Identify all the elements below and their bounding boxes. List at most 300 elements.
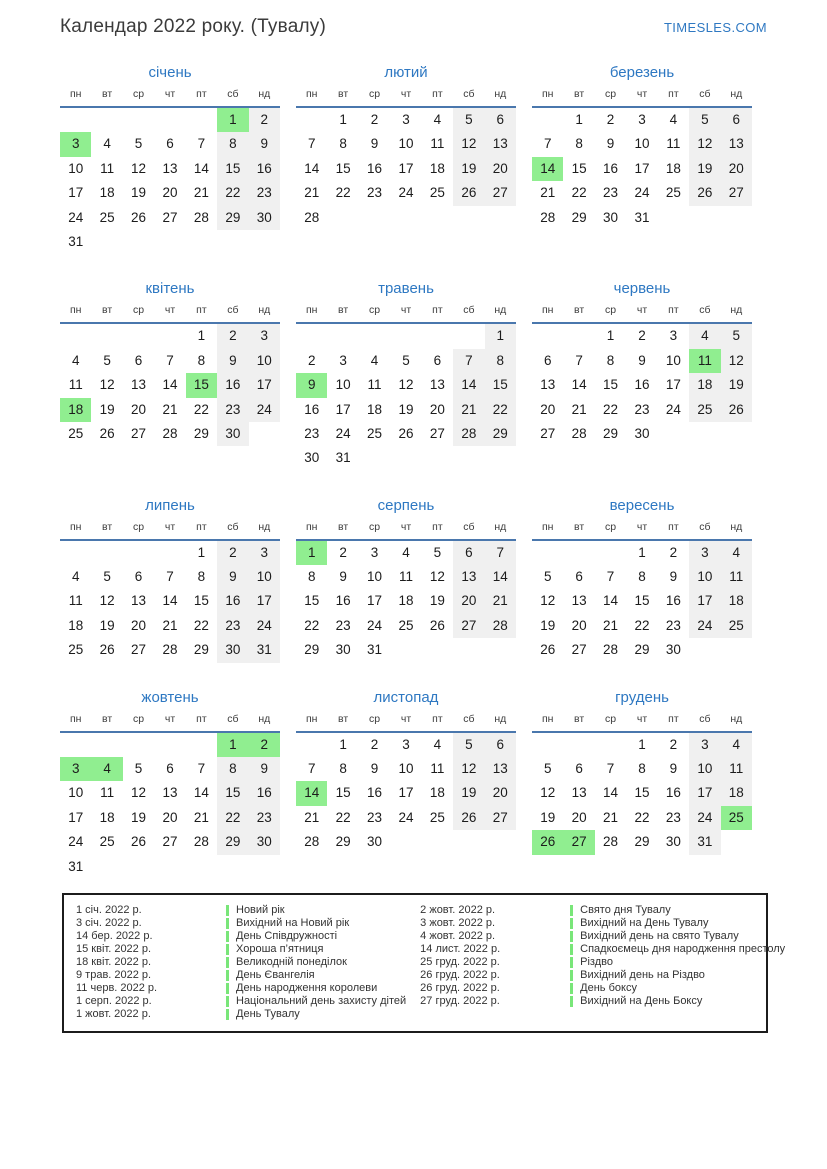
day-cell: 29 [634, 642, 650, 658]
weekday-label: ср [605, 88, 617, 100]
month-4 [60, 280, 280, 446]
weekday-header-row [296, 519, 516, 541]
day-cell: 1 [296, 541, 327, 565]
weekday-label: пт [196, 304, 207, 317]
day-cell: 9 [339, 569, 347, 585]
empty-cell [390, 638, 421, 662]
day-cell: 17 [665, 377, 681, 393]
legend-color-bar [226, 918, 229, 929]
day-cell: 16 [603, 160, 619, 176]
day-cell: 15 [193, 593, 209, 609]
day-cell: 29 [571, 209, 587, 225]
month-title[interactable]: січень [148, 64, 192, 81]
week-row [60, 157, 280, 181]
empty-cell [485, 206, 516, 230]
legend-holiday-name: Вихідний на День Боксу [580, 995, 703, 1008]
weekday-label: вт [102, 712, 113, 725]
day-cell: 11 [68, 593, 83, 609]
day-cell: 7 [166, 352, 174, 368]
weekday-label: нд [494, 712, 507, 725]
empty-cell [91, 733, 122, 757]
weekday-label: ср [369, 88, 381, 100]
week-row [532, 614, 752, 638]
day-cell: 21 [571, 401, 587, 417]
week-row [60, 398, 280, 422]
day-cell: 17 [335, 401, 351, 417]
weekday-label: пн [541, 712, 554, 725]
legend-date: 4 жовт. 2022 р. [420, 930, 496, 943]
day-cell: 14 [453, 373, 484, 397]
day-cell: 23 [665, 617, 681, 633]
day-cell: 15 [186, 373, 217, 397]
day-cell: 13 [162, 785, 178, 801]
day-cell: 22 [335, 185, 351, 201]
day-cell: 11 [689, 349, 720, 373]
day-cell: 30 [249, 206, 280, 230]
empty-cell [154, 541, 185, 565]
day-cell: 8 [638, 569, 646, 585]
day-cell: 20 [485, 157, 516, 181]
day-cell: 1 [575, 112, 583, 127]
legend-entry [420, 930, 785, 943]
weekday-label: чт [164, 304, 176, 317]
day-cell: 13 [571, 593, 587, 609]
day-cell: 20 [162, 185, 178, 201]
day-cell: 29 [485, 422, 516, 446]
legend-date: 1 січ. 2022 р. [76, 904, 142, 917]
empty-cell [422, 830, 453, 854]
day-cell: 18 [398, 593, 414, 609]
day-cell: 25 [68, 642, 84, 658]
day-cell: 16 [367, 160, 383, 176]
day-cell: 6 [134, 352, 143, 368]
empty-cell [154, 855, 185, 879]
day-cell: 15 [335, 785, 351, 801]
month-7 [60, 497, 280, 663]
day-cell: 2 [249, 108, 280, 132]
day-cell: 7 [197, 136, 206, 152]
day-cell: 21 [162, 401, 178, 417]
day-cell: 2 [638, 328, 646, 344]
day-cell: 1 [197, 544, 206, 560]
day-cell: 10 [68, 785, 84, 801]
legend-date: 15 квіт. 2022 р. [76, 943, 152, 956]
legend-holiday-name: День Євангелія [236, 969, 315, 982]
week-row [532, 733, 752, 757]
day-cell: 28 [485, 614, 516, 638]
weekday-label: вт [102, 520, 113, 533]
month-title[interactable]: жовтень [141, 688, 199, 706]
legend-entry [420, 904, 785, 917]
empty-cell [186, 230, 217, 254]
day-cell: 4 [103, 136, 111, 152]
empty-cell [359, 206, 390, 230]
legend-color-bar [570, 905, 573, 916]
weekday-label: сб [227, 712, 239, 725]
empty-cell [721, 638, 752, 662]
day-cell: 4 [71, 569, 80, 585]
day-cell: 13 [485, 757, 516, 781]
day-cell: 8 [197, 569, 206, 585]
day-cell: 4 [433, 112, 442, 127]
day-cell: 17 [68, 185, 84, 201]
day-cell: 30 [217, 422, 248, 446]
week-row [532, 181, 752, 205]
day-cell: 20 [131, 617, 147, 633]
day-cell: 9 [669, 761, 678, 777]
day-cell: 28 [304, 209, 320, 225]
weekday-label: ср [133, 88, 145, 100]
weekday-label: пн [541, 304, 554, 317]
month-title[interactable]: серпень [377, 496, 435, 514]
legend-col-left [76, 904, 406, 1021]
day-cell: 7 [543, 136, 552, 152]
legend-color-bar [226, 905, 229, 916]
day-cell: 30 [217, 638, 248, 662]
day-cell: 16 [249, 157, 280, 181]
day-cell: 26 [453, 181, 484, 205]
day-cell: 25 [99, 209, 115, 225]
empty-cell [658, 206, 689, 230]
legend-entry [420, 969, 785, 982]
day-cell: 11 [666, 136, 681, 152]
day-cell: 15 [634, 593, 650, 609]
week-row [296, 565, 516, 589]
day-cell: 6 [453, 541, 484, 565]
day-cell: 9 [249, 132, 280, 156]
day-cell: 19 [689, 157, 720, 181]
day-cell: 23 [249, 181, 280, 205]
day-cell: 29 [335, 834, 351, 850]
day-cell: 22 [634, 809, 650, 825]
day-cell: 5 [103, 569, 111, 585]
week-row [60, 324, 280, 348]
weekday-label: пн [69, 304, 82, 317]
week-row [60, 855, 280, 879]
month-title[interactable]: лютий [384, 64, 428, 81]
day-cell: 25 [429, 809, 445, 825]
empty-cell [485, 446, 516, 470]
empty-cell [390, 830, 421, 854]
day-cell: 27 [571, 642, 587, 658]
week-row [296, 781, 516, 805]
day-cell: 7 [307, 761, 316, 777]
month-title[interactable]: квітень [145, 280, 195, 298]
page-header [0, 0, 827, 38]
empty-cell [327, 324, 358, 348]
day-cell: 22 [485, 398, 516, 422]
day-cell: 1 [485, 324, 516, 348]
day-cell: 14 [603, 593, 619, 609]
weekday-label: сб [463, 88, 475, 100]
day-cell: 1 [217, 733, 248, 757]
day-cell: 28 [193, 834, 209, 850]
day-cell: 14 [296, 781, 327, 805]
month-title[interactable]: липень [145, 496, 195, 514]
weekday-label: вт [102, 88, 113, 100]
month-title[interactable]: березень [609, 64, 675, 81]
day-cell: 31 [689, 830, 720, 854]
weekday-label: ср [133, 520, 145, 533]
weekday-label: сб [227, 520, 239, 533]
day-cell: 30 [634, 425, 650, 441]
month-12 [532, 689, 752, 855]
day-cell: 30 [665, 834, 681, 850]
day-cell: 23 [367, 185, 383, 201]
day-cell: 29 [634, 834, 650, 850]
weekday-header-row [60, 711, 280, 733]
weekday-label: вт [338, 712, 349, 725]
legend-holiday-name: Різдво [580, 956, 613, 969]
day-cell: 26 [721, 398, 752, 422]
day-cell: 4 [669, 112, 678, 127]
week-row [296, 638, 516, 662]
legend-entry [420, 917, 785, 930]
day-cell: 22 [217, 181, 248, 205]
day-cell: 15 [634, 785, 650, 801]
empty-cell [123, 108, 154, 132]
day-cell: 21 [304, 809, 320, 825]
weekday-label: пн [305, 712, 318, 725]
weekday-label: пн [305, 304, 318, 317]
day-cell: 24 [634, 185, 650, 201]
legend-color-bar [226, 931, 229, 942]
legend-color-bar [226, 957, 229, 968]
day-cell: 20 [429, 401, 445, 417]
weekday-label: сб [699, 520, 711, 533]
weekday-label: нд [494, 304, 507, 317]
week-row [60, 614, 280, 638]
day-cell: 8 [339, 136, 347, 152]
week-row [296, 614, 516, 638]
day-cell: 28 [603, 642, 619, 658]
day-cell: 2 [669, 544, 678, 560]
day-cell: 27 [162, 209, 178, 225]
weekday-header-row [296, 711, 516, 733]
day-cell: 14 [193, 785, 209, 801]
day-cell: 25 [429, 185, 445, 201]
day-cell: 12 [453, 132, 484, 156]
legend-date: 3 жовт. 2022 р. [420, 917, 496, 930]
legend-date: 2 жовт. 2022 р. [420, 904, 496, 917]
month-title[interactable]: листопад [373, 688, 439, 706]
empty-cell [217, 230, 248, 254]
day-cell: 27 [131, 425, 147, 441]
empty-cell [563, 324, 594, 348]
day-cell: 10 [634, 136, 650, 152]
day-cell: 11 [367, 377, 382, 393]
weekday-label: чт [636, 520, 648, 533]
weekday-label: пт [668, 88, 679, 100]
weekday-label: нд [494, 520, 507, 533]
day-cell: 30 [665, 642, 681, 658]
weekday-label: чт [400, 304, 412, 317]
day-cell: 2 [669, 736, 678, 752]
empty-cell [123, 733, 154, 757]
day-cell: 4 [689, 324, 720, 348]
day-cell: 3 [339, 352, 347, 368]
day-cell: 19 [453, 781, 484, 805]
empty-cell [689, 206, 720, 230]
legend-date: 14 лист. 2022 р. [420, 943, 501, 956]
day-cell: 14 [532, 157, 563, 181]
day-cell: 20 [162, 809, 178, 825]
day-cell: 1 [217, 108, 248, 132]
day-cell: 20 [721, 157, 752, 181]
day-cell: 29 [603, 425, 619, 441]
day-cell: 4 [721, 733, 752, 757]
empty-cell [123, 230, 154, 254]
day-cell: 31 [68, 858, 84, 874]
day-cell: 17 [689, 781, 720, 805]
weekday-label: вт [574, 88, 585, 100]
day-cell: 25 [68, 425, 84, 441]
day-cell: 26 [99, 642, 115, 658]
weekday-label: ср [133, 304, 145, 317]
legend-holiday-name: Вихідний день на Різдво [580, 969, 705, 982]
day-cell: 1 [638, 736, 646, 752]
day-cell: 15 [571, 160, 587, 176]
day-cell: 14 [571, 377, 587, 393]
legend-date: 9 трав. 2022 р. [76, 969, 152, 982]
weekday-label: пт [668, 520, 679, 533]
day-cell: 10 [689, 565, 720, 589]
day-cell: 11 [430, 761, 445, 777]
day-cell: 10 [398, 136, 414, 152]
day-cell: 9 [217, 565, 248, 589]
day-cell: 17 [398, 160, 414, 176]
legend-color-bar [570, 957, 573, 968]
day-cell: 8 [575, 136, 583, 152]
week-row [60, 422, 280, 446]
day-cell: 16 [217, 589, 248, 613]
day-cell: 11 [721, 565, 752, 589]
day-cell: 28 [162, 425, 178, 441]
empty-cell [453, 638, 484, 662]
legend-color-bar [226, 1009, 229, 1020]
day-cell: 24 [398, 185, 414, 201]
day-cell: 7 [197, 761, 206, 777]
week-row [60, 349, 280, 373]
month-5 [296, 280, 516, 470]
month-10 [60, 689, 280, 879]
week-row [60, 230, 280, 254]
week-row [60, 830, 280, 854]
month-1 [60, 64, 280, 254]
legend-holiday-name: Спадкоємець дня народження престолу [580, 943, 786, 956]
day-cell: 2 [339, 544, 347, 560]
week-row [60, 638, 280, 662]
day-cell: 24 [335, 425, 351, 441]
weekday-label: чт [636, 712, 648, 725]
day-cell: 16 [367, 785, 383, 801]
day-cell: 1 [638, 544, 646, 560]
day-cell: 26 [99, 425, 115, 441]
empty-cell [453, 206, 484, 230]
weekday-label: пт [196, 520, 207, 533]
week-row [296, 541, 516, 565]
weekday-label: нд [730, 520, 743, 533]
month-title[interactable]: червень [613, 280, 671, 298]
empty-cell [91, 541, 122, 565]
day-cell: 29 [217, 206, 248, 230]
weekday-label: чт [164, 712, 176, 725]
legend-holiday-name: Свято дня Тувалу [580, 904, 671, 917]
weekday-label: сб [227, 304, 239, 317]
day-cell: 7 [166, 569, 174, 585]
weekday-label: чт [400, 712, 412, 725]
day-cell: 1 [339, 736, 347, 752]
empty-cell [563, 733, 594, 757]
legend-date: 3 січ. 2022 р. [76, 917, 142, 930]
month-title[interactable]: вересень [609, 496, 675, 514]
empty-cell [453, 830, 484, 854]
legend-date: 1 жовт. 2022 р. [76, 1008, 151, 1021]
site-link[interactable]: TIMESLES.COM [663, 20, 767, 35]
weekday-label: пт [668, 712, 679, 725]
day-cell: 19 [131, 185, 147, 201]
day-cell: 12 [131, 160, 147, 176]
day-cell: 22 [217, 806, 248, 830]
day-cell: 25 [689, 398, 720, 422]
day-cell: 27 [131, 642, 147, 658]
day-cell: 17 [689, 589, 720, 613]
legend-entry [76, 995, 406, 1008]
weekday-label: чт [636, 88, 648, 100]
day-cell: 27 [485, 181, 516, 205]
day-cell: 21 [603, 617, 619, 633]
day-cell: 22 [634, 617, 650, 633]
week-row [60, 565, 280, 589]
day-cell: 13 [131, 377, 147, 393]
empty-cell [186, 855, 217, 879]
week-row [60, 781, 280, 805]
day-cell: 16 [634, 377, 650, 393]
day-cell: 31 [335, 450, 351, 466]
week-row [296, 324, 516, 348]
weekday-label: нд [494, 88, 507, 100]
weekday-label: пн [69, 88, 82, 100]
legend-date: 14 бер. 2022 р. [76, 930, 153, 943]
day-cell: 3 [689, 541, 720, 565]
day-cell: 2 [217, 324, 248, 348]
day-cell: 13 [540, 377, 556, 393]
day-cell: 27 [721, 181, 752, 205]
weekday-header-row [296, 86, 516, 108]
empty-cell [422, 446, 453, 470]
weekday-label: сб [463, 520, 475, 533]
day-cell: 21 [485, 589, 516, 613]
weekday-label: сб [227, 88, 239, 100]
month-title[interactable]: грудень [615, 688, 669, 706]
day-cell: 20 [571, 809, 587, 825]
week-row [532, 757, 752, 781]
day-cell: 3 [370, 544, 379, 560]
weekday-header-row [532, 519, 752, 541]
day-cell: 17 [398, 785, 414, 801]
weekday-label: вт [338, 520, 349, 533]
day-cell: 24 [367, 617, 383, 633]
weekday-label: вт [338, 304, 349, 317]
weekday-label: вт [338, 88, 349, 100]
empty-cell [532, 108, 563, 132]
legend-date: 26 груд. 2022 р. [420, 982, 500, 995]
day-cell: 10 [398, 761, 414, 777]
day-cell: 23 [249, 806, 280, 830]
month-title[interactable]: травень [378, 280, 434, 298]
empty-cell [532, 541, 563, 565]
empty-cell [296, 108, 327, 132]
